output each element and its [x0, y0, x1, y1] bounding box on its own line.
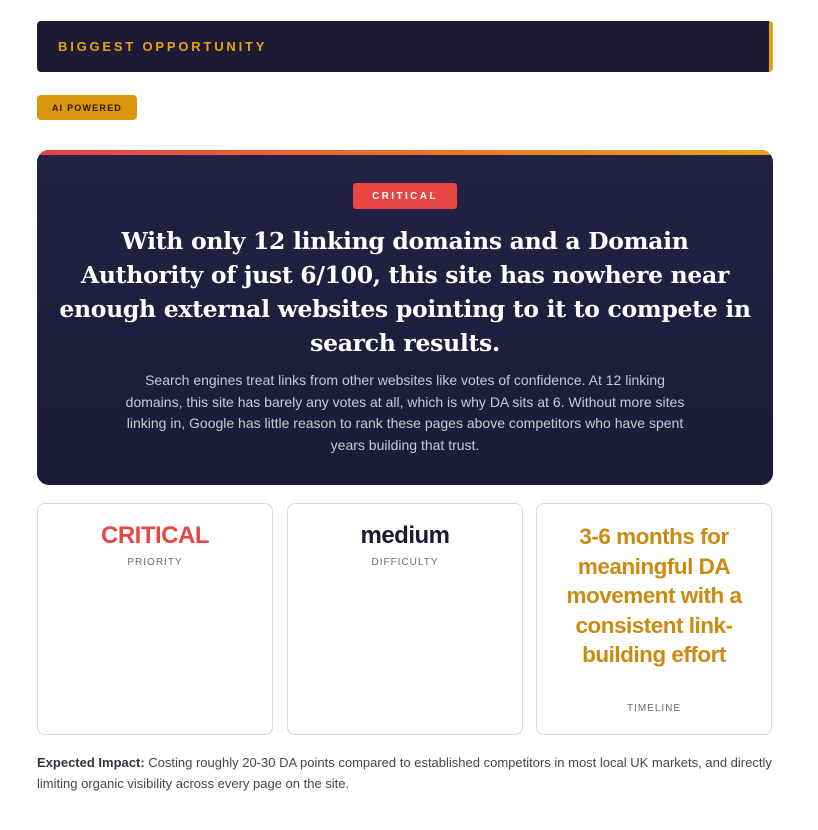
- timeline-card: [536, 503, 772, 735]
- section-title: BIGGEST OPPORTUNITY: [58, 39, 268, 54]
- section-header: [37, 21, 773, 72]
- ai-powered-badge: AI POWERED: [37, 95, 137, 120]
- timeline-label: TIMELINE: [626, 703, 682, 714]
- timeline-value: 3-6 months for meaningful DA movement with a consistent link-building effort: [566, 524, 742, 667]
- opportunity-hero-card: [37, 150, 773, 485]
- impact-label: Expected Impact:: [37, 755, 145, 770]
- opportunity-description: Search engines treat links from other websites like votes of confidence. At 12 linking domains, this site has barely any votes at all, which is why DA sits at 6. Without more sites linking in, Google has little reason to rank these pages above competitors who have spent years building that trust.: [125, 372, 685, 453]
- priority-value: CRITICAL: [101, 522, 209, 549]
- difficulty-card: [287, 503, 523, 735]
- expected-impact: [37, 752, 781, 794]
- priority-label: PRIORITY: [127, 557, 183, 568]
- priority-card: [37, 503, 273, 735]
- impact-text: Costing roughly 20-30 DA points compared to established competitors in most local UK markets, and directly limiting organic visibility across every page on the site.: [37, 755, 772, 791]
- severity-badge: CRITICAL: [353, 183, 457, 209]
- difficulty-value: medium: [360, 522, 450, 549]
- difficulty-label: DIFFICULTY: [371, 557, 439, 568]
- hero-accent-stripe: [37, 150, 773, 155]
- opportunity-headline: With only 12 linking domains and a Domain Authority of just 6/100, this site has nowhere near enough external websites pointing to it to compete in search results.: [59, 227, 751, 357]
